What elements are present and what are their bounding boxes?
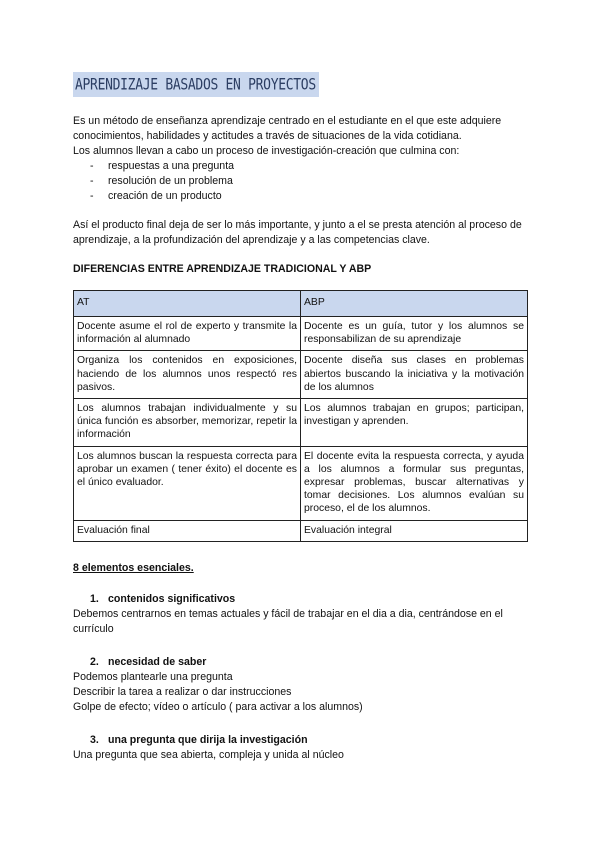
table-cell: Docente diseña sus clases en problemas abiertos buscando la iniciativa y la motivación de los alumnos xyxy=(301,351,528,399)
table-cell: El docente evita la respuesta correcta, y ayuda a los alumnos a formular sus preguntas, expresar problemas, buscar alternativas y tomar decisiones. Los alumnos evalúan su proceso, el de los alumnos. xyxy=(301,446,528,520)
section-line: Golpe de efecto; vídeo o artículo ( para activar a los alumnos) xyxy=(73,700,363,713)
table-row xyxy=(74,446,528,520)
column-header-at: AT xyxy=(74,291,301,317)
section-line: Debemos centrarnos en temas actuales y fácil de trabajar en el dia a dia, centrándose en el currículo xyxy=(73,607,503,635)
intro-paragraph-2: Los alumnos llevan a cabo un proceso de investigación-creación que culmina con: xyxy=(73,145,460,157)
elements-heading: 8 elementos esenciales. xyxy=(73,561,194,574)
section-number: 2. xyxy=(90,655,99,668)
section-line: Describir la tarea a realizar o dar instrucciones xyxy=(73,685,292,698)
section-title: una pregunta que dirija la investigación xyxy=(108,733,308,746)
column-header-abp: ABP xyxy=(301,291,528,317)
list-item: - creación de un producto xyxy=(73,189,528,204)
table-cell: Los alumnos buscan la respuesta correcta para aprobar un examen ( tener éxito) el docente es el único evaluador. xyxy=(74,446,301,520)
table-header-row xyxy=(74,291,528,317)
table-row xyxy=(74,520,528,541)
table-cell: Los alumnos trabajan en grupos; participan, investigan y aprenden. xyxy=(301,399,528,447)
intro-paragraph-3: Así el producto final deja de ser lo más importante, y junto a el se presta atención al proceso de aprendizaje, a la profundización del aprendizaje y a las competencias clave. xyxy=(73,219,522,246)
document-page xyxy=(73,72,528,763)
table-cell: Docente es un guía, tutor y los alumnos se responsabilizan de su aprendizaje xyxy=(301,317,528,351)
document-title: APRENDIZAJE BASADOS EN PROYECTOS xyxy=(73,72,319,97)
section-title: contenidos significativos xyxy=(108,592,236,605)
differences-heading: DIFERENCIAS ENTRE APRENDIZAJE TRADICIONAL Y ABP xyxy=(73,263,372,275)
table-row xyxy=(74,351,528,399)
differences-table xyxy=(73,290,528,542)
section-heading xyxy=(73,592,528,607)
table-cell: Organiza los contenidos en exposiciones, haciendo de los alumnos unos respectó res pasivos. xyxy=(74,351,301,399)
section-number: 1. xyxy=(90,592,99,605)
table-row xyxy=(74,317,528,351)
intro-paragraph-1: Es un método de enseñanza aprendizaje centrado en el estudiante en el que este adquiere conocimientos, habilidades y actitudes a través de situaciones de la vida cotidiana. xyxy=(73,115,502,142)
list-item: - respuestas a una pregunta xyxy=(73,159,528,174)
section-line: Podemos plantearle una pregunta xyxy=(73,670,233,683)
section-heading xyxy=(73,733,528,748)
list-item: - resolución de un problema xyxy=(73,174,528,189)
table-cell: Evaluación integral xyxy=(301,520,528,541)
table-cell: Docente asume el rol de experto y transmite la información al alumnado xyxy=(74,317,301,351)
section-line: Una pregunta que sea abierta, compleja y unida al núcleo xyxy=(73,748,344,761)
table-row xyxy=(74,399,528,447)
section-number: 3. xyxy=(90,733,99,746)
section-heading xyxy=(73,655,528,670)
table-cell: Evaluación final xyxy=(74,520,301,541)
table-cell: Los alumnos trabajan individualmente y su única función es absorber, memorizar, repetir la información xyxy=(74,399,301,447)
section-title: necesidad de saber xyxy=(108,655,207,668)
outcome-list xyxy=(73,159,528,204)
